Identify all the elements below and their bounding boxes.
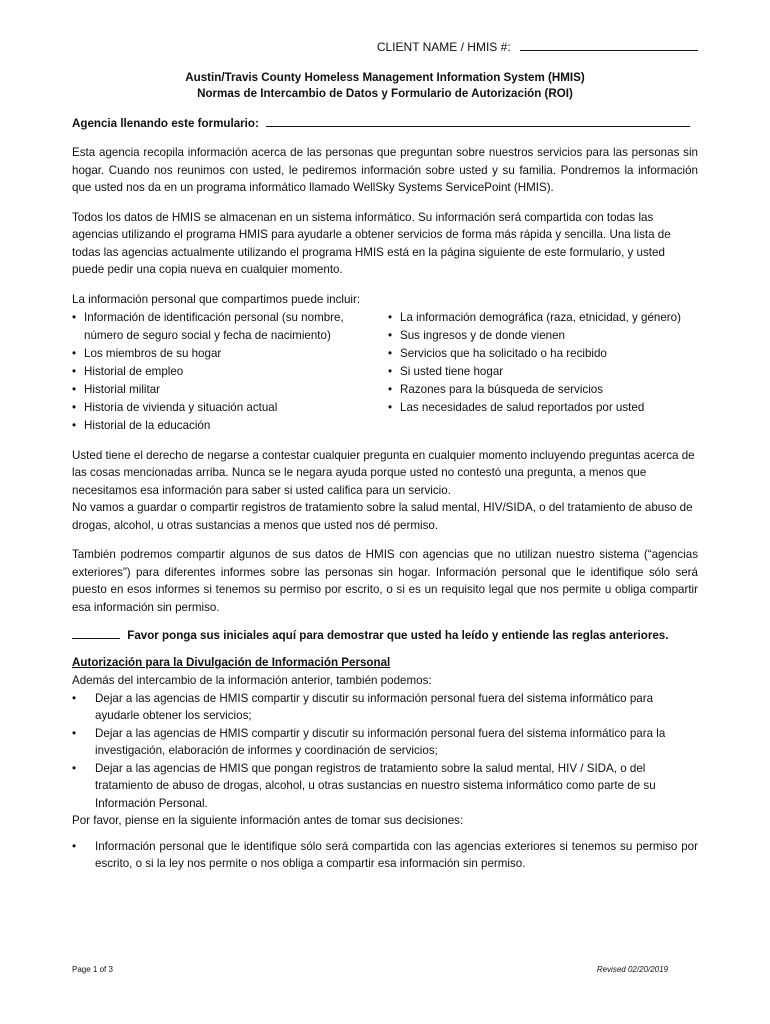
list-item-text: Dejar a las agencias de HMIS compartir y discutir su información personal fuera del sistema informático para ayudarle obtener los servicios; [95, 691, 654, 722]
consider-item [72, 838, 698, 873]
title-line-1: Austin/Travis County Homeless Management Information System (HMIS) [185, 71, 585, 84]
list-item-text: Información personal que le identifique sólo será compartida con las agencias exteriores si tenemos su permiso por escrito, o si la ley nos permite o nos obliga a compartir esa información sin permiso. [95, 839, 698, 870]
bullet-icon: • [388, 346, 393, 360]
list-item-text: Si usted tiene hogar [400, 364, 504, 378]
list-item-text: Sus ingresos y de donde vienen [400, 328, 566, 342]
shared-info-item [388, 327, 698, 345]
revision-date: Revised 02/20/2019 [596, 965, 668, 974]
client-name-line [72, 40, 698, 54]
authorization-list [72, 690, 698, 813]
list-item-text: Historial de la educación [84, 418, 211, 432]
shared-info-item [72, 345, 382, 363]
shared-info-list [72, 309, 698, 435]
initials-line [72, 628, 698, 642]
bullet-icon: • [388, 310, 393, 324]
shared-info-item [72, 381, 382, 399]
list-item-text: Historial de empleo [84, 364, 184, 378]
document-page [72, 40, 698, 873]
bullet-icon: • [388, 400, 393, 414]
shared-info-item [72, 309, 382, 345]
bullet-icon: • [72, 726, 77, 740]
page-number: Page 1 of 3 [72, 965, 113, 974]
bullet-icon: • [72, 382, 77, 396]
bullet-icon: • [388, 364, 393, 378]
shared-info-item [72, 399, 382, 417]
bullet-icon: • [72, 418, 77, 432]
client-name-label: CLIENT NAME / HMIS #: [376, 40, 511, 54]
list-item-text: Historial militar [84, 382, 161, 396]
initials-text: Favor ponga sus iniciales aquí para demostrar que usted ha leído y entiende las reglas anteriores. [127, 629, 669, 642]
list-item-text: Servicios que ha solicitado o ha recibido [400, 346, 607, 360]
bullet-icon: • [72, 691, 77, 705]
agency-field[interactable] [266, 116, 690, 127]
list-item-text: Las necesidades de salud reportados por usted [400, 400, 645, 414]
authorization-heading: Autorización para la Divulgación de Información Personal [72, 656, 391, 669]
outside-agencies-paragraph: También podremos compartir algunos de sus datos de HMIS con agencias que no utilizan nuestro sistema (“agencias exteriores”) para diferentes informes sobre las personas sin hogar. Información personal que le identifique sólo será puesto en esos informes si tenemos su permiso por escrito, o si es un requisito legal que nos permite u obliga compartir esa información sin permiso. [72, 548, 698, 614]
bullet-icon: • [72, 839, 77, 853]
rights-paragraph: Usted tiene el derecho de negarse a contestar cualquier pregunta en cualquier momento incluyendo preguntas acerca de las cosas mencionadas arriba. Nunca se le negara ayuda porque usted no contestó una pregunta, a menos que necesitamos esa información para saber si usted califica para un servicio. [72, 448, 695, 497]
shared-info-item [388, 399, 698, 417]
agency-line [72, 116, 698, 130]
initials-field[interactable] [72, 628, 120, 639]
shared-info-item [388, 363, 698, 381]
bullet-icon: • [72, 364, 77, 378]
list-item-text: Razones para la búsqueda de servicios [400, 382, 604, 396]
list-item-text: Información de identificación personal (su nombre, número de seguro social y fecha de nacimiento) [84, 310, 344, 342]
page-footer [72, 965, 668, 974]
rights-section [72, 447, 698, 535]
shared-info-right-column [382, 309, 698, 435]
authorization-item [72, 725, 698, 760]
bullet-icon: • [388, 382, 393, 396]
bullet-icon: • [388, 328, 393, 342]
shared-info-item [72, 417, 382, 435]
shared-info-item [388, 381, 698, 399]
shared-info-item [388, 345, 698, 363]
consider-list [72, 838, 698, 873]
bullet-icon: • [72, 346, 77, 360]
list-item-text: Historia de vivienda y situación actual [84, 400, 278, 414]
authorization-intro: Además del intercambio de la información anterior, también podemos: [72, 674, 432, 687]
treatment-records-paragraph: No vamos a guardar o compartir registros de tratamiento sobre la salud mental, HIV/SIDA, o del tratamiento de abuso de drogas, alcohol, u otras sustancias a menos que usted nos dé permiso. [72, 501, 693, 532]
authorization-item [72, 760, 698, 813]
authorization-item [72, 690, 698, 725]
bullet-icon: • [72, 400, 77, 414]
bullet-icon: • [72, 761, 77, 775]
list-item-text: Dejar a las agencias de HMIS que pongan registros de tratamiento sobre la salud mental, HIV / SIDA, o del tratamiento de abuso de drogas, alcohol, u otras sustancias en nuestro sistema informático como parte de su Información Personal. [95, 761, 656, 810]
shared-info-item [72, 363, 382, 381]
list-intro: La información personal que compartimos puede incluir: [72, 292, 361, 306]
document-title [72, 70, 698, 102]
intro-paragraph: Esta agencia recopila información acerca de las personas que preguntan sobre nuestros servicios para las personas sin hogar. Cuando nos reunimos con usted, le pediremos información sobre usted y su familia. Pondremos la información que usted nos da en un programa informático llamado WellSky Systems ServicePoint (HMIS). [72, 146, 698, 194]
agency-label: Agencia llenando este formulario: [72, 117, 259, 130]
shared-info-item [388, 309, 698, 327]
title-line-2: Normas de Intercambio de Datos y Formulario de Autorización (ROI) [197, 87, 573, 100]
hmis-storage-paragraph: Todos los datos de HMIS se almacenan en un sistema informático. Su información será compartida con todas las agencias utilizando el programa HMIS para ayudarle a obtener servicios de forma más rápida y sencilla. Una lista de todas las agencias actualmente utilizando el programa HMIS está en la página siguiente de este formulario, y usted puede pedir una copia nueva en cualquier momento. [72, 210, 671, 276]
authorization-section [72, 654, 698, 873]
shared-info-left-column [72, 309, 382, 435]
consider-text: Por favor, piense en la siguiente información antes de tomar sus decisiones: [72, 814, 464, 827]
client-name-field[interactable] [520, 40, 698, 51]
list-item-text: La información demográfica (raza, etnicidad, y género) [400, 310, 681, 324]
list-item-text: Dejar a las agencias de HMIS compartir y discutir su información personal fuera del sistema informático para la investigación, elaboración de informes y coordinación de servicios; [95, 726, 666, 757]
bullet-icon: • [72, 310, 77, 324]
list-item-text: Los miembros de su hogar [84, 346, 222, 360]
